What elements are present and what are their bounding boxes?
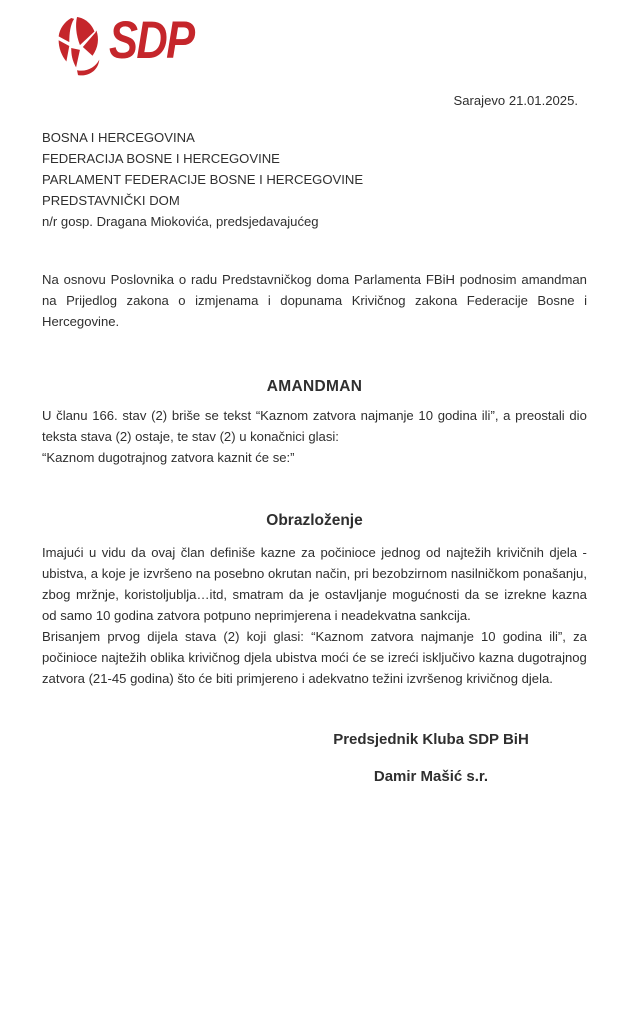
- text-line: Brisanjem prvog dijela stava (2) koji glasi: “Kaznom zatvora najmanje 10 godina ili”, za: [42, 629, 587, 644]
- text-line: Imajući u vidu da ovaj član definiše kazne za počinioce jednog od najtežih krivičnih djela -: [42, 545, 587, 560]
- signature-name: Damir Mašić s.r.: [373, 768, 489, 785]
- text-line: Hercegovine.: [42, 314, 120, 329]
- sdp-rose-icon: [55, 17, 101, 77]
- intro-paragraph: [42, 269, 587, 332]
- rationale-paragraph-1: [42, 542, 587, 626]
- text-line: BOSNA I HERCEGOVINA: [42, 130, 195, 145]
- signature-block: [234, 730, 628, 787]
- text-line: na Prijedlog zakona o izmjenama i dopunama Krivičnog zakona Federacije Bosne i: [42, 293, 587, 308]
- sdp-logo: [55, 11, 212, 77]
- text-line: FEDERACIJA BOSNE I HERCEGOVINE: [42, 151, 280, 166]
- text-line: zatvora (21-45 godina) što će biti primjereno i adekvatno težini izvršenog krivičnog djela.: [42, 671, 553, 686]
- text-line: PARLAMENT FEDERACIJE BOSNE I HERCEGOVINE: [42, 172, 364, 187]
- text-line: ubistva, a koje je izvršeno na posebno okrutan način, pri bezobzirnom nasilničkom ponašanju,: [42, 566, 587, 581]
- dateline: Sarajevo 21.01.2025.: [453, 93, 578, 108]
- text-line: zbog mržnje, koristoljublja…itd, smatram da je ostavljanje mogućnosti da se izrekne kazna: [42, 587, 587, 602]
- rationale-paragraph-2: [42, 626, 587, 689]
- text-line: “Kaznom dugotrajnog zatvora kaznit će se:”: [42, 450, 295, 465]
- sdp-logo-text: SDP: [109, 11, 194, 70]
- text-line: n/r gosp. Dragana Miokovića, predsjedavajućeg: [42, 214, 319, 229]
- text-line: Na osnovu Poslovnika o radu Predstavničkog doma Parlamenta FBiH podnosim amandman: [42, 272, 587, 287]
- recipient-block: [42, 128, 363, 233]
- text-line: od samo 10 godina zatvora potpuno neprimjerena i neadekvatna sankcija.: [42, 608, 471, 623]
- text-line: PREDSTAVNIČKI DOM: [42, 193, 180, 208]
- signature-title: Predsjednik Kluba SDP BiH: [333, 731, 529, 748]
- amendment-heading: AMANDMAN: [266, 378, 363, 395]
- text-line: teksta stava (2) ostaje, te stav (2) u konačnici glasi:: [42, 429, 339, 444]
- amendment-paragraph: [42, 405, 587, 468]
- text-line: U članu 166. stav (2) briše se tekst “Kaznom zatvora najmanje 10 godina ili”, a preostali dio: [42, 408, 587, 423]
- rationale-heading: Obrazloženje: [266, 512, 363, 529]
- text-line: počinioce najtežih oblika krivičnog djela ubistva moći će se izreći isključivo kazna dugotrajnog: [42, 650, 587, 665]
